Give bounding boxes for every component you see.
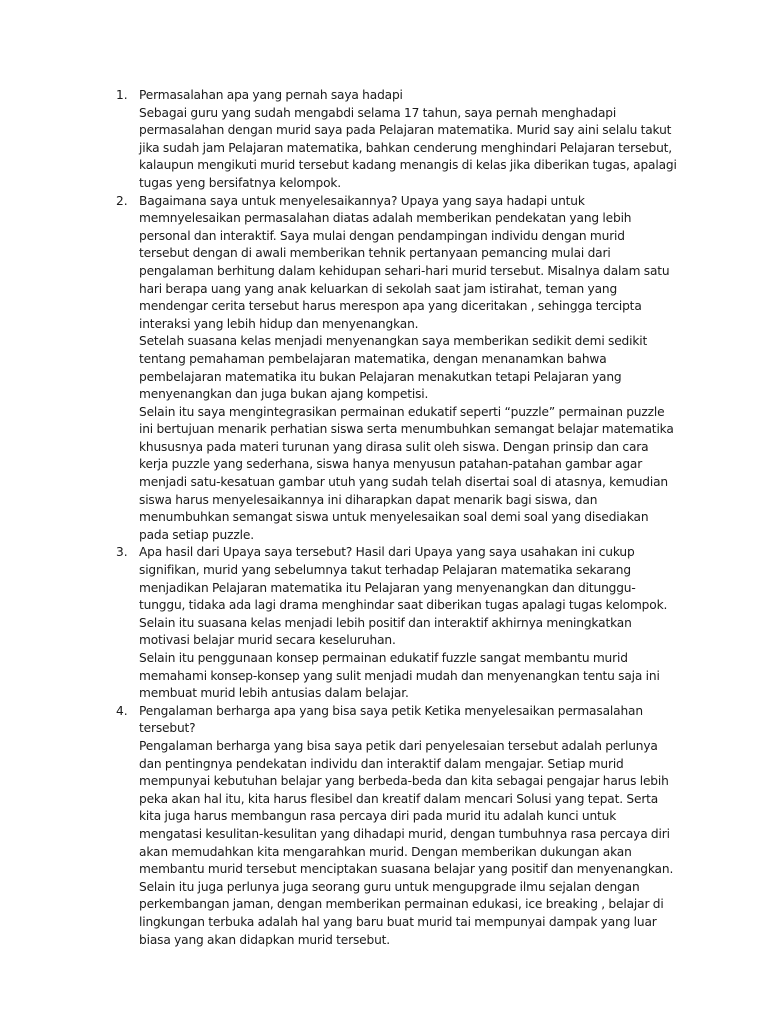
list-item-3 — [112, 544, 678, 702]
list-item-number: 1. — [116, 88, 128, 102]
answer-paragraph: Selain itu penggunaan konsep permainan edukatif fuzzle sangat membantu murid memahami konsep-konsep yang sulit menjadi mudah dan menyenangkan tentu saja ini membuat murid lebih antusias dalam belajar. — [139, 651, 660, 701]
list-item-1 — [112, 87, 678, 193]
numbered-list — [112, 87, 678, 949]
list-item-number: 4. — [116, 703, 128, 718]
question-paragraph: Apa hasil dari Upaya saya tersebut? Hasil dari Upaya yang saya usahakan ini cukup signifikan, murid yang sebelumnya takut terhadap Pelajaran matematika sekarang menjadikan Pelajaran matematika itu Pelajaran yang menyenangkan dan ditunggu-tunggu, tidaka ada lagi drama menghindar saat diberikan tugas apalagi tugas kelompok. Selain itu suasana kelas menjadi lebih positif dan interaktif akhirnya meningkatkan motivasi belajar murid secara keseluruhan. — [139, 545, 668, 648]
list-item-4 — [112, 703, 678, 949]
list-item-2 — [112, 193, 678, 545]
answer-paragraph: Pengalaman berharga yang bisa saya petik dari penyelesaian tersebut adalah perlunya dan pentingnya pendekatan individu dan interaktif dalam mengajar. Setiap murid mempunyai kebutuhan belajar yang berbeda-beda dan kita sebagai pengajar harus lebih peka akan hal itu, kita harus flesibel dan kreatif dalam mencari Solusi yang tepat. Serta kita juga harus membangun rasa percaya diri pada murid itu adalah kunci untuk mengatasi kesulitan-kesulitan yang dihadapi murid, dengan tumbuhnya rasa percaya diri akan memudahkan kita mengarahkan murid. Dengan memberikan dukungan akan membantu murid tersebut menciptakan suasana belajar yang positif dan menyenangkan. — [139, 738, 674, 877]
question-heading: Permasalahan apa yang pernah saya hadapi — [139, 88, 403, 102]
answer-paragraph: Selain itu saya mengintegrasikan permainan edukatif seperti “puzzle” permainan puzzle ini bertujuan menarik perhatian siswa serta menumbuhkan semangat belajar matematika khususnya pada materi turunan yang dirasa sulit oleh siswa. Dengan prinsip dan cara kerja puzzle yang sederhana, siswa hanya menyusun patahan-patahan gambar agar menjadi satu-kesatuan gambar utuh yang sudah telah disertai soal di atasnya, kemudian siswa harus menyelesaikannya ini diharapkan dapat menarik bagi siswa, dan menumbuhkan semangat siswa untuk menyelesaikan soal demi soal yang disediakan pada setiap puzzle. — [139, 404, 674, 542]
answer-paragraph: Sebagai guru yang sudah mengabdi selama 17 tahun, saya pernah menghadapi permasalahan dengan murid saya pada Pelajaran matematika. Murid say aini selalu takut jika sudah jam Pelajaran matematika, bahkan cenderung menghindari Pelajaran tersebut, kalaupun mengikuti murid tersebut kadang menangis di kelas jika diberikan tugas, apalagi tugas yeng bersifatnya kelompok. — [139, 105, 677, 190]
question-heading: Pengalaman berharga apa yang bisa saya petik Ketika menyelesaikan permasalahan tersebut? — [139, 703, 643, 736]
list-item-number: 2. — [116, 193, 128, 208]
answer-paragraph: Selain itu juga perlunya juga seorang guru untuk mengupgrade ilmu sejalan dengan perkembangan jaman, dengan memberikan permainan edukasi, ice breaking , belajar di lingkungan terbuka adalah hal yang baru buat murid tai mempunyai dampak yang luar biasa yang akan didapkan murid tersebut. — [139, 879, 664, 947]
answer-paragraph: Setelah suasana kelas menjadi menyenangkan saya memberikan sedikit demi sedikit tentang pemahaman pembelajaran matematika, dengan menanamkan bahwa pembelajaran matematika itu bukan Pelajaran menakutkan tetapi Pelajaran yang menyenangkan dan juga bukan ajang kompetisi. — [139, 334, 648, 402]
list-item-number: 3. — [116, 545, 128, 560]
question-paragraph: Bagaimana saya untuk menyelesaikannya? Upaya yang saya hadapi untuk memnyelesaikan permasalahan diatas adalah memberikan pendekatan yang lebih personal dan interaktif. Saya mulai dengan pendampingan individu dengan murid tersebut dengan di awali memberikan tehnik pertanyaan pemancing mulai dari pengalaman berhitung dalam kehidupan sehari-hari murid tersebut. Misalnya dalam satu hari berapa uang yang anak keluarkan di sekolah saat jam istirahat, teman yang mendengar cerita tersebut harus merespon apa yang diceritakan , sehingga tercipta interaksi yang lebih hidup dan menyenangkan. — [139, 193, 670, 331]
